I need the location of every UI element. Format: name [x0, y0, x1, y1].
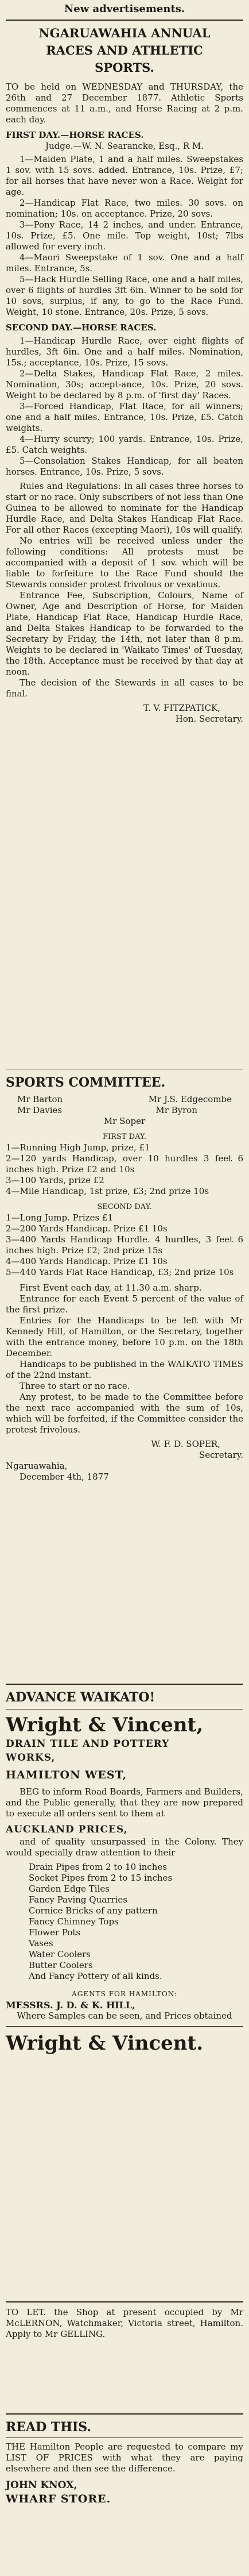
- committee-member: Mr Soper: [103, 1116, 146, 1126]
- sports-event: 3—100 Yards, prize £2: [6, 1175, 104, 1185]
- first-day-heading: FIRST DAY.—HORSE RACES.: [6, 130, 144, 140]
- read-this-text: THE Hamilton People are requested to compare my LIST OF PRICES with what they are paying elsewhere and then see the difference.: [6, 2442, 243, 2474]
- agents-name: MESSRS. J. D. & K. HILL,: [6, 2000, 135, 2011]
- list-item: And Fancy Pottery of all kinds.: [29, 1971, 162, 1981]
- works-line: DRAIN TILE AND POTTERY: [6, 1738, 170, 1750]
- race-event: 3—Forced Handicap, Flat Race, for all winners; one and a half miles. Entrance, 10s. Prize, £5. Catch weights.: [6, 401, 243, 433]
- sports-event: 4—400 Yards Handicap. Prize £1 10s: [6, 1256, 168, 1266]
- race-title-line-2: RACES AND ATHLETIC: [46, 43, 203, 57]
- race-intro: TO be held on WEDNESDAY and THURSDAY, the 26th and 27 December 1877. Athletic Sports commences at 11 a.m., and Horse Racing at 2 p.m. each day.: [6, 82, 243, 125]
- sports-event: 5—440 Yards Flat Race Handicap, £3; 2nd prize 10s: [6, 1267, 234, 1277]
- committee-member: Mr Barton: [17, 1094, 63, 1104]
- race-event: 5—Hack Hurdle Selling Race, one and a half miles, over 6 flights of hurdles 3ft 6in. Winner to be sold for 10 sovs, surplus, if any, to go to the Race Fund. Weight, 10 stone. Entrance, 20s. Prize, 5 sovs.: [6, 274, 243, 317]
- product-list: [6, 1862, 243, 1982]
- divider: [6, 1684, 243, 1685]
- race-title-line-3: SPORTS.: [95, 60, 154, 75]
- race-event: 2—Delta Stakes, Handicap Flat Race, 2 miles. Nomination, 30s; accept-ance, 10s. Prize, 20 sovs. Weight to be declared by 8 p.m. of 'first day' Races.: [6, 368, 243, 401]
- list-item: Fancy Chimney Tops: [29, 1916, 119, 1927]
- race-title-line-1: NGARUAWAHIA ANNUAL: [38, 26, 211, 40]
- race-signatory-title: Hon. Secretary.: [175, 714, 243, 724]
- sports-note: Entries for the Handicaps to be left with Mr Kennedy Hill, of Hamilton, or the Secretary, together with the entrance money, before 10 p.m. on the 18th December.: [6, 1315, 243, 1358]
- read-this-section: [6, 2419, 243, 2506]
- second-day-heading: SECOND DAY.—HORSE RACES.: [6, 322, 157, 333]
- advance-waikato-section: [6, 1689, 243, 2055]
- list-item: Butter Coolers: [29, 1960, 93, 1970]
- sports-committee-heading: SPORTS COMMITTEE.: [6, 1075, 166, 1090]
- list-item: Socket Pipes from 2 to 15 inches: [29, 1873, 173, 1883]
- sports-event: 2—120 yards Handicap, over 10 hurdles 3 feet 6 inches high. Prize £2 and 10s: [6, 1153, 243, 1175]
- agents-label: AGENTS FOR HAMILTON:: [72, 1990, 177, 1998]
- divider: [6, 2026, 243, 2027]
- list-item: Garden Edge Tiles: [29, 1884, 110, 1894]
- to-let-section: [6, 2307, 243, 2340]
- divider: [6, 2413, 243, 2415]
- closing-firm-name: Wright & Vincent.: [6, 2032, 204, 2055]
- race-event: 3—Pony Race, 14 2 inches, and under. Entrance, 10s. Prize, £5. One mile. Top weight, 10st; 7lbs allowed for every inch.: [6, 220, 243, 252]
- rules-paragraph: Rules and Regulations: In all cases three horses to start or no race. Only subscribers of not less than One Guinea to be allowed to nominate for the Handicap Hurdle Race, and Delta Stakes Handicap Flat Race. For all other Races (excepting Maori), 10s will qualify.: [6, 481, 243, 535]
- read-this-heading: READ THIS.: [6, 2420, 92, 2435]
- committee-member: Mr J.S. Edgecombe: [148, 1094, 232, 1104]
- sports-date: December 4th, 1877: [20, 1472, 109, 1482]
- sports-note: Any protest, to be made to the Committee before the next race accompanied with the sum of 10s, which will be forfeited, if the Committee consider the protest frivolous.: [6, 1392, 243, 1435]
- quality-text: and of quality unsurpassed in the Colony. They would specially draw attention to their: [6, 1836, 243, 1858]
- sports-note: Entrance for each Event 5 percent of the value of the first prize.: [6, 1293, 243, 1315]
- sports-event: 3—400 Yards Handicap Hurdle. 4 hurdles, 3 feet 6 inches high. Prize £2; 2nd prize 15s: [6, 1234, 243, 1256]
- to-let-text: TO LET. the Shop at present occupied by Mr McLERNON, Watchmaker, Victoria street, Hamilton. Apply to Mr GELLING.: [6, 2307, 243, 2339]
- sports-section: [6, 1075, 243, 1483]
- works-location: HAMILTON WEST,: [6, 1769, 127, 1781]
- list-item: Vases: [29, 1938, 53, 1949]
- divider: [6, 20, 243, 21]
- sports-first-day-label: FIRST DAY.: [103, 1133, 146, 1141]
- rules-paragraph: The decision of the Stewards in all cases to be final.: [6, 677, 243, 699]
- samples-text: Where Samples can be seen, and Prices obtained: [17, 2011, 232, 2021]
- sports-note: Handicaps to be published in the WAIKATO TIMES of the 22nd instant.: [6, 1359, 243, 1380]
- divider: [6, 2301, 243, 2302]
- committee-member: Mr Davies: [17, 1105, 63, 1115]
- advance-waikato-banner: ADVANCE WAIKATO!: [6, 1690, 155, 1705]
- sports-signatory: W. F. D. SOPER,: [151, 1439, 220, 1449]
- judge-line: Judge.—W. N. Searancke, Esq., R M.: [45, 141, 204, 151]
- sports-event: 4—Mile Handicap, 1st prize, £3; 2nd prize 10s: [6, 1186, 209, 1196]
- race-event: 4—Maori Sweepstake of 1 sov. One and a half miles. Entrance, 5s.: [6, 252, 243, 274]
- race-event: 4—Hurry scurry; 100 yards. Entrance, 10s. Prize, £5. Catch weights.: [6, 434, 243, 455]
- race-event: 1—Maiden Plate, 1 and a half miles. Sweepstakes 1 sov. with 15 sovs. added. Entrance, 10s. Prize, £7; for all horses that have never won a Race. Weight for age.: [6, 154, 243, 197]
- committee-member: Mr Byron: [155, 1105, 197, 1115]
- rules-paragraph: No entries will be received unless under the following conditions: All protests must be accompanied with a deposit of 1 sov. which will be liable to forfeiture to the Race Fund should the Stewards consider protest frivolous or vexatious.: [6, 536, 243, 590]
- race-event: 2—Handicap Flat Race, two miles. 30 sovs. on nomination; 10s. on acceptance. Prize, 20 sovs.: [6, 198, 243, 219]
- race-section: [6, 82, 243, 725]
- proprietor-name: JOHN KNOX,: [6, 2479, 77, 2491]
- list-item: Drain Pipes from 2 to 10 inches: [29, 1862, 168, 1872]
- store-name: WHARF STORE.: [6, 2493, 111, 2505]
- works-line: WORKS,: [6, 1752, 56, 1763]
- race-event: 1—Handicap Hurdle Race, over eight flights of hurdles, 3ft 6in. One and a half miles. Nomination, 15s.; acceptance, 10s. Prize, 15 sovs.: [6, 336, 243, 368]
- sports-event: 1—Long Jump. Prizes £1: [6, 1212, 113, 1223]
- sports-event: 1—Running High Jump, prize, £1: [6, 1142, 150, 1153]
- sports-signatory-title: Secretary.: [199, 1450, 243, 1460]
- firm-name: Wright & Vincent,: [6, 1714, 204, 1736]
- race-signatory: T. V. FITZPATICK,: [143, 703, 220, 713]
- sports-note: Three to start or no race.: [20, 1381, 130, 1391]
- list-item: Fancy Paving Quarries: [29, 1895, 127, 1905]
- sports-note: First Event each day, at 11.30 a.m. sharp.: [20, 1283, 202, 1293]
- sports-event: 2—200 Yards Handicap. Prize £1 10s: [6, 1223, 168, 1234]
- list-item: Cornice Bricks of any pattern: [29, 1905, 158, 1916]
- auckland-prices: AUCKLAND PRICES,: [6, 1824, 128, 1835]
- rules-paragraph: Entrance Fee, Subscription, Colours, Name of Owner, Age and Description of Horse, for Maiden Plate, Handicap Flat Race, Handicap Hurdle Race, and Delta Stakes Handicap to be forwarded to the Secretary by Friday, the 14th, not later than 8 p.m. Weights to be declared in 'Waikato Times' of Tuesday, the 18th. Acceptance must be received by that day at noon.: [6, 590, 243, 677]
- list-item: Flower Pots: [29, 1927, 81, 1938]
- list-item: Water Coolers: [29, 1949, 91, 1959]
- race-event: 5—Consolation Stakes Handicap, for all beaten horses. Entrance, 10s. Prize, 5 sovs.: [6, 456, 243, 477]
- masthead: New advertisements.: [64, 3, 185, 15]
- advance-intro: BEG to inform Road Boards, Farmers and Builders, and the Public generally, that they are now prepared to execute all orders sent to them at: [6, 1786, 243, 1819]
- sports-second-day-label: SECOND DAY.: [97, 1203, 152, 1211]
- sports-place: Ngaruawahia,: [6, 1461, 68, 1471]
